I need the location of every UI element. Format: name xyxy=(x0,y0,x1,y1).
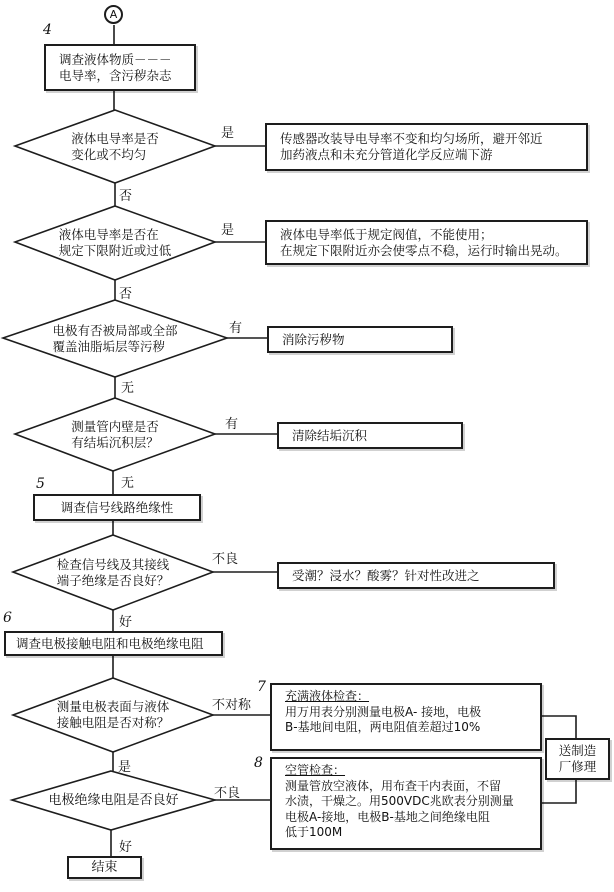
end-terminal xyxy=(67,856,142,879)
process-box-check-electrode-resistance xyxy=(4,631,223,656)
branch-label-yes: 是 xyxy=(118,760,132,775)
branch-label-no: 否 xyxy=(119,189,133,204)
action-line: 低于100M xyxy=(285,825,343,839)
action-title: 空管检查： xyxy=(285,763,346,777)
decision-line: 接触电阻是否对称？ xyxy=(56,715,170,730)
action-line: 加药液点和未充分管道化学反应端下游 xyxy=(280,147,493,162)
action-line: 传感器改装导电导率不变和均匀场所，避开邻近 xyxy=(280,131,543,146)
action-box-relocate-sensor xyxy=(265,123,588,171)
action-title: 充满液体检查： xyxy=(285,689,370,703)
action-line: 水渍，干燥之。用500VDC兆欧表分别测量 xyxy=(285,794,514,808)
decision-line: 覆盖油脂垢层等污秽 xyxy=(52,338,165,354)
process-box-investigate-liquid xyxy=(44,44,196,91)
branch-label-ok: 好 xyxy=(119,840,133,855)
action-line: 电极A-接地，电极B-基地之间绝缘电阻 xyxy=(285,809,490,824)
step-number-6: 6 xyxy=(3,610,12,626)
decision-line: 端子绝缘是否良好？ xyxy=(56,572,170,588)
action-line: 厂修理 xyxy=(558,759,597,774)
decision-line: 液体电导率是否 xyxy=(71,130,159,146)
branch-label-yes: 是 xyxy=(221,223,235,238)
branch-label-yes: 是 xyxy=(221,126,235,141)
process-line: 调查液体物质－－－ xyxy=(59,51,172,67)
action-line: 在规定下限附近亦会使零点不稳，运行时输出晃动。 xyxy=(280,242,568,258)
step-number-4: 4 xyxy=(43,22,52,38)
action-box-remove-scale xyxy=(277,422,463,449)
branch-label-no: 无 xyxy=(121,476,135,491)
step-number-5: 5 xyxy=(36,476,45,492)
action-line: 受潮？浸水？酸雾？针对性改进之 xyxy=(292,567,480,583)
decision-line: 电极绝缘电阻是否良好 xyxy=(48,792,179,808)
action-line: 液体电导率低于规定阀值，不能使用； xyxy=(280,226,493,242)
decision-line: 有结垢沉积层？ xyxy=(71,434,159,450)
branch-label-yes: 有 xyxy=(229,321,243,336)
process-line: 调查电极接触电阻和电极绝缘电阻 xyxy=(16,635,204,651)
process-line: 电导率，含污秽杂志 xyxy=(59,67,172,83)
action-line: 用万用表分别测量电极A- 接地，电极 xyxy=(285,704,482,719)
action-line: 清除结垢沉积 xyxy=(292,427,368,443)
decision-line: 测量电极表面与液体 xyxy=(56,699,170,714)
branch-label-asymmetric: 不对称 xyxy=(212,698,252,713)
branch-label-bad: 不良 xyxy=(212,552,239,567)
branch-label-ok: 好 xyxy=(119,615,133,630)
branch-label-yes: 有 xyxy=(225,417,239,432)
decision-line: 检查信号线及其接线 xyxy=(56,556,170,572)
decision-line: 变化或不均匀 xyxy=(71,146,147,162)
decision-line: 规定下限附近或过低 xyxy=(58,243,172,258)
action-box-full-liquid-check xyxy=(270,683,542,751)
process-line: 调查信号线路绝缘性 xyxy=(60,499,174,515)
offpage-connector-a: A xyxy=(104,5,123,24)
decision-line: 电极有否被局部或全部 xyxy=(52,322,178,338)
end-label: 结束 xyxy=(91,859,118,875)
action-box-below-threshold xyxy=(265,220,588,265)
step-number-8: 8 xyxy=(254,755,263,771)
action-line: 消除污秽物 xyxy=(282,331,345,347)
decision-line: 液体电导率是否在 xyxy=(58,227,159,242)
action-line: B-基地间电阻，两电阻值差超过10% xyxy=(285,720,481,734)
action-line: 送制造 xyxy=(558,743,597,758)
action-box-remove-fouling xyxy=(267,326,453,353)
action-line: 测量管放空液体，用布查干内表面，不留 xyxy=(285,778,502,793)
step-number-7: 7 xyxy=(257,679,266,695)
action-box-send-to-manufacturer xyxy=(545,738,610,780)
action-box-empty-pipe-check xyxy=(270,757,542,850)
branch-label-no: 无 xyxy=(121,381,135,396)
decision-line: 测量管内壁是否 xyxy=(71,418,159,434)
branch-label-bad: 不良 xyxy=(214,786,241,801)
process-box-check-signal-insulation xyxy=(33,494,201,521)
branch-label-no: 否 xyxy=(119,287,133,302)
action-box-moisture-improve xyxy=(277,562,555,589)
